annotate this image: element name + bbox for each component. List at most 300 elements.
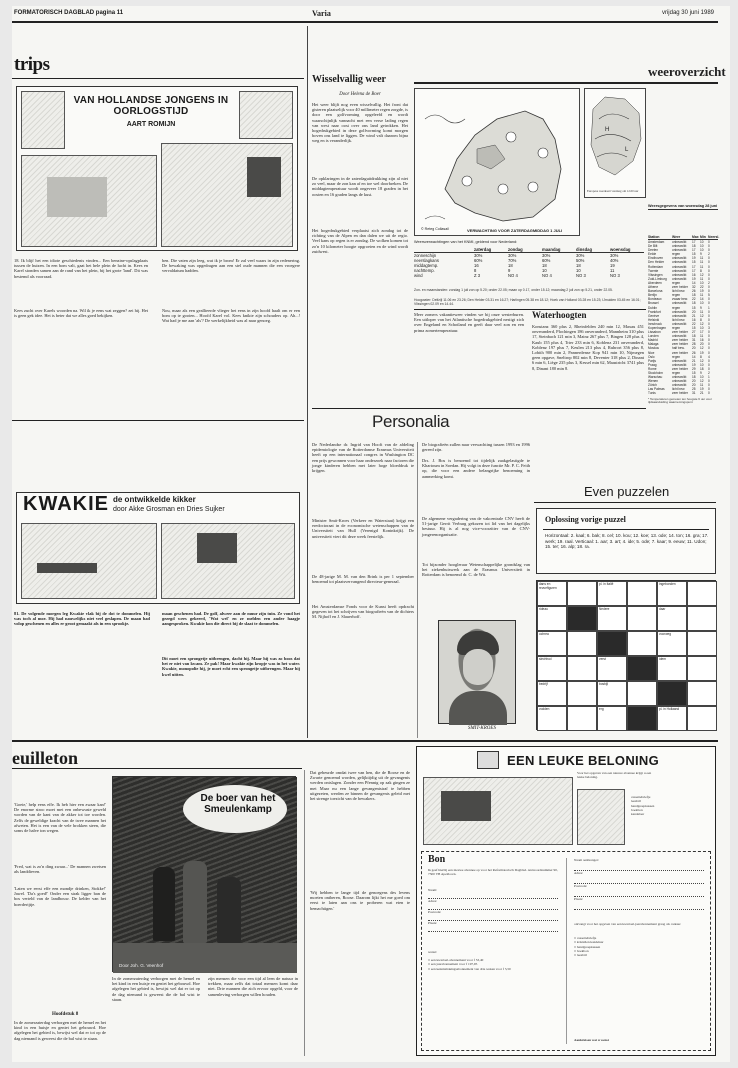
- choice-item-3-label: boekbon: [576, 948, 589, 953]
- city-cell: 31: [692, 391, 696, 396]
- city-cell: 0: [708, 342, 710, 347]
- city-cell: 32: [692, 285, 696, 290]
- bon-field-plaats[interactable]: Plaats:: [428, 921, 558, 932]
- city-cell: 0: [708, 317, 710, 322]
- crossword-cell[interactable]: [597, 606, 627, 631]
- city-cell: 11: [700, 264, 704, 269]
- city-cell: onbewolkt: [672, 375, 687, 380]
- crossword-cell[interactable]: [627, 606, 657, 631]
- crossword-cell[interactable]: [597, 581, 627, 606]
- feuilleton-text-d2: In de zomerzaterdag verborgen met de hemel en het kind in een huisje en geniet het gebouwd. Hoe afgelegen het gebied is, bewijst wel dat er tot op de dag niemand is geweest die de bal wist te staan.: [112, 976, 200, 1002]
- city-cell: onbewolkt: [672, 260, 687, 265]
- bon-field-naam[interactable]: Naam:: [428, 888, 558, 899]
- city-cell: Wenen: [648, 379, 659, 384]
- city-cell: 0: [708, 301, 710, 306]
- crossword-clue: idem: [659, 657, 666, 661]
- city-cell: 3: [708, 325, 710, 330]
- city-cell: Barcelona: [648, 289, 663, 294]
- ad-option-2: handgreepkussen: [631, 803, 655, 808]
- city-row: [648, 391, 718, 395]
- choice-item-4[interactable]: [574, 953, 704, 957]
- puzzel-solution: Horizontaal: 2. kaal; 6. bak; 8. cel; 10. kou; 12. koe; 13. ode; 14. ton; 16. gra; 17. werk; 19. raal. Verticaal: 1. aar; 3. art; 4. ide; 5. ode; 7. kaar; 9. eeuw; 11. Udon; 15. ter; 16. alp; 18. ra.: [545, 533, 709, 550]
- crossword-clue: verst: [599, 657, 606, 661]
- strip1-title: VAN HOLLANDSE JONGENS IN OORLOGSTIJD: [73, 95, 229, 117]
- pay-item-2-label: een kennismakingsabonnement van drie weken voor f 5,50: [430, 966, 511, 971]
- city-cell: 10: [700, 301, 704, 306]
- forecast-cell: 10: [576, 268, 581, 273]
- city-cell: 16: [692, 272, 696, 277]
- city-cell: 8: [700, 354, 702, 359]
- crossword-cell[interactable]: [687, 706, 717, 731]
- crossword-cell[interactable]: [567, 706, 597, 731]
- crossword-clue: bedrijf: [539, 682, 548, 686]
- forecast-cell: nachttemp.: [414, 268, 435, 273]
- crossword-clue: vodden: [539, 707, 550, 711]
- crossword-cell[interactable]: [687, 581, 717, 606]
- pay-item-2[interactable]: [428, 967, 558, 971]
- portrait-caption: SMIT-KROES: [468, 726, 496, 731]
- masthead-date: vrijdag 30 juni 1989: [661, 10, 714, 16]
- bon-aanbrenger-postcode[interactable]: Postcode:: [574, 884, 704, 897]
- city-cell: 18: [692, 293, 696, 298]
- crossword-cell[interactable]: [657, 581, 687, 606]
- city-header-3: Min: [700, 235, 706, 239]
- city-cell: Rome: [648, 366, 657, 371]
- forecast-cell: 50%: [576, 258, 585, 263]
- bon-field-adres[interactable]: Adres:: [428, 899, 558, 910]
- city-header-0: Station: [648, 235, 660, 239]
- choice-item-1-label: kristallen kandelaar: [576, 940, 604, 945]
- crossword-cell[interactable]: [627, 681, 657, 706]
- bon-title: Bon: [428, 854, 446, 865]
- city-cell: 10: [700, 240, 704, 244]
- forecast-header-1: zaterdag: [474, 247, 492, 252]
- city-cell: regen: [672, 293, 681, 298]
- city-cell: zeer helder: [672, 366, 688, 371]
- kwakie-text-b: maan geschenen had. De golf, alweer aan de muur zijn tuin. Ze vond het gezegd wees gekeerd, 'Wat wel' en ze melden een ander haagje aangesproken. Kwakie kon die direct bij de slaat te dommelen.: [162, 611, 300, 627]
- city-cell: Eindhoven: [648, 256, 664, 261]
- city-cell: Moskou: [648, 346, 660, 351]
- city-cell: 0: [708, 309, 710, 314]
- masthead-paper: FORMATORISCH DAGBLAD pagina 11: [14, 10, 124, 16]
- forecast-cell: NO 3: [610, 273, 620, 278]
- forecast-cell: 30%: [508, 253, 517, 258]
- city-cell: onbewolkt: [672, 383, 687, 388]
- personalia-text-d: Het Amsterdamse Fonds voor de Kunst heeft opdracht gegeven tot het schrijven van biografieën van de dichters M. Nijhoff en J. Slauerhoff.: [312, 604, 414, 620]
- puzzel-title: Even puzzelen: [584, 484, 670, 499]
- checkbox-icon[interactable]: □: [574, 940, 577, 945]
- forecast-cell: middagtemp.: [414, 263, 439, 268]
- ad-option-1: leesbril: [631, 799, 641, 804]
- forecast-cell: NO 4: [542, 273, 552, 278]
- city-cell: 17: [700, 330, 704, 335]
- checkbox-icon[interactable]: □: [428, 958, 431, 962]
- city-cell: regen: [672, 371, 681, 375]
- city-cell: Parijs: [648, 358, 656, 363]
- city-cell: 12: [700, 321, 704, 326]
- crossword-black-cell[interactable]: [657, 681, 687, 706]
- crossword-clue: erg: [599, 707, 604, 711]
- city-cell: 10: [700, 325, 704, 330]
- city-cell: onbewolkt: [672, 321, 687, 326]
- city-cell: 19: [692, 256, 696, 261]
- choice-text: ontvangt voor het opgeven van een kwartaal-jaarabonnement graag als cadeau:: [574, 922, 682, 926]
- city-cell: 11: [700, 334, 704, 339]
- city-cell: zeer helder: [672, 391, 688, 396]
- forecast-cell: 9: [508, 268, 511, 273]
- checkbox-icon[interactable]: □: [574, 944, 577, 949]
- city-header-1: Weer: [672, 235, 681, 239]
- city-cell: 0: [708, 297, 710, 302]
- forecast-cell: wind: [414, 273, 423, 278]
- forecast-header-2: zondag: [508, 247, 523, 252]
- city-cell: 19: [700, 350, 704, 355]
- forecast-cell: 11: [610, 268, 615, 273]
- crossword-cell[interactable]: [597, 681, 627, 706]
- checkbox-icon[interactable]: □: [574, 948, 577, 953]
- netherlands-map-svg: [415, 89, 581, 237]
- gift-icon: [477, 751, 499, 769]
- crossword-clue: ochrea: [539, 632, 549, 636]
- crossword-cell[interactable]: [567, 656, 597, 681]
- city-cell: regen: [672, 252, 681, 257]
- city-cell: 18: [692, 244, 696, 249]
- city-cell: 21: [692, 358, 696, 363]
- city-cell: Warschau: [648, 375, 663, 380]
- strip2-title: KWAKIE: [23, 493, 109, 515]
- city-cell: 15: [692, 371, 696, 375]
- city-cell: 12: [700, 379, 704, 384]
- strip2-subtitle: de ontwikkelde kikker: [113, 495, 196, 504]
- crossword-cell[interactable]: [687, 656, 717, 681]
- city-cell: zeer helder: [672, 330, 688, 335]
- city-cell: licht bew.: [672, 387, 686, 392]
- forecast-cell: 30%: [576, 253, 585, 258]
- city-cell: onbewolkt: [672, 244, 687, 249]
- city-cell: 19: [700, 387, 704, 392]
- personalia-text-g: De algemene vergadering van de vakcentrale CNV heeft de 51-jarige Gerrit Verburg gekozen tot lid van het dagelijks bestuur. Hij is al nog vice-voorzitter van de CNV-jongerenorganisatie.: [422, 516, 530, 537]
- weeroverzicht-title: weeroverzicht: [648, 64, 726, 79]
- city-cell: 17: [692, 248, 696, 253]
- city-cell: onbewolkt: [672, 358, 687, 363]
- city-cell: 4: [708, 354, 710, 359]
- crossword-clue: bosbijl: [599, 682, 609, 686]
- city-cell: 0: [708, 366, 710, 371]
- puzzel-solution-box: [536, 508, 716, 574]
- crossword-cell[interactable]: [657, 631, 687, 656]
- forecast-cell: 30%: [610, 253, 619, 258]
- masthead-section: Varia: [312, 9, 331, 18]
- crossword-clue: daar: [659, 607, 666, 611]
- city-cell: 0: [708, 285, 710, 290]
- city-cell: Berlijn: [648, 293, 657, 298]
- city-cell: onbewolkt: [672, 272, 687, 277]
- crossword-black-cell[interactable]: [627, 656, 657, 681]
- bon-coupon[interactable]: [421, 851, 711, 1051]
- story-image-credit: Door Joh. G. Veenhof: [119, 963, 164, 968]
- feuilleton-text-g: 'Wij hebben te lange tijd de genoegens des levens moeten ontberen, Roose. Daarom lijkt het me goed om eerst te laten aan ons te proberen wat eten te bemachtigen.': [310, 890, 410, 911]
- story-image-title: De boer van het Smeulenkamp: [200, 793, 276, 815]
- personalia-text-b: Minister Smit-Kroes (Verkeer en Waterstaat) krijgt een eredoctoraat in de economische wetenschappen van de Universiteit van Hull (Verenigd Koninkrijk). De universiteit viert dit deze week feestelijk.: [312, 518, 414, 539]
- weather-title: Wisselvallig weer: [312, 74, 386, 85]
- city-cell: onbewolkt: [672, 334, 687, 339]
- crossword-cell[interactable]: [537, 656, 567, 681]
- weather-text-c: Het hogedrukgebied verplaatst zich zondag tot de richting van de Alpen en dan dalen we uit de regio. Veel kans op regen is er zondag. De wolken komen tot zo'n 10 kilometer hoogte opgroeien en de wind wordt zuidwest.: [312, 228, 408, 254]
- city-cell: regen: [672, 325, 681, 330]
- city-cell: zeer helder: [672, 285, 688, 290]
- city-cell: Malaga: [648, 342, 659, 347]
- forecast-cell: 70%: [508, 258, 517, 263]
- city-cell: 0: [708, 350, 710, 355]
- strips-section-label: trips: [14, 54, 50, 75]
- city-cell: Oslo: [648, 354, 655, 359]
- forecast-cell: NO 4: [508, 273, 518, 278]
- bon-field-postcode[interactable]: Postcode:: [428, 910, 558, 921]
- city-cell: 15: [692, 252, 696, 257]
- city-cell: Brussel: [648, 301, 659, 306]
- city-cell: half bew.: [672, 346, 685, 351]
- city-cell: Eelde: [648, 252, 657, 257]
- strip1-author: AART ROMIJN: [126, 121, 176, 128]
- city-cell: licht bew.: [672, 317, 686, 322]
- forecast-cell: 16: [474, 263, 479, 268]
- bon-aanbrenger-naam[interactable]: Naam aanbrenger:: [574, 858, 704, 871]
- city-cell: 26: [692, 289, 696, 294]
- strip1-text-c: ben. Die vaten zijn leeg, wat ik je brom! Er zal veel waars in zijn redenering. De bewaking was opgedragen aan een stel oude mannen die een vroegere vervaldatum hadden.: [162, 258, 300, 274]
- city-cell: 10: [700, 362, 704, 367]
- crossword-cell[interactable]: [537, 706, 567, 731]
- city-cell: Londen: [648, 334, 659, 339]
- city-cell: 12: [700, 346, 704, 351]
- city-cell: Twente: [648, 268, 659, 273]
- city-cell: 20: [692, 309, 696, 314]
- city-cell: 0: [708, 276, 710, 281]
- city-cell: 20: [700, 342, 704, 347]
- puzzel-subtitle: Oplossing vorige puzzel: [545, 515, 626, 524]
- ad-option-3: boekbon: [631, 807, 643, 812]
- city-cell: 15: [692, 305, 696, 310]
- crossword-clue: pl. in Hollaand: [659, 707, 680, 711]
- city-cell: zeer helder: [672, 338, 688, 343]
- city-table-footnote: * Temperaturen gemeten ten hoogste 6 uur voor tijdsaanduiding waarnemingspunt: [648, 396, 712, 405]
- city-cell: Amsterdam: [648, 240, 665, 244]
- map-credit: © Reteg Collasail: [421, 227, 449, 231]
- forecast-cell: NO 3: [576, 273, 586, 278]
- city-cell: 0: [708, 330, 710, 335]
- europe-map-svg: [585, 89, 647, 189]
- crossword-cell[interactable]: [657, 606, 687, 631]
- crossword-grid: [536, 580, 716, 730]
- svg-text:H: H: [605, 127, 610, 133]
- bon-fields-right: [574, 858, 704, 910]
- checkbox-icon[interactable]: □: [574, 936, 577, 940]
- pay-item-1-label: een jaarabonnement voor f 197,95: [430, 962, 478, 967]
- crossword-cell[interactable]: [597, 656, 627, 681]
- weather-text-a: Het weer blijft nog even wisselvallig. Het front dat gisteren plaatselijk voor 40 millimeter regen zorgde, is door een golfvorming opgeleefd en wordt waarschijnlijk vannacht met een verse lading regen van west naar oost over ons land getrokken. Het hogedrukgebied in deze golfvorming komt morgen boven ons land te liggen. De wind valt daarom bijna weg en is veranderlijk.: [312, 102, 408, 144]
- city-cell: 19: [692, 276, 696, 281]
- forecast-cell: 18: [508, 263, 513, 268]
- crossword-cell[interactable]: [597, 706, 627, 731]
- city-cell: onbewolkt: [672, 309, 687, 314]
- choice-item-2-label: handgreepkussen: [576, 944, 601, 949]
- crossword-black-cell[interactable]: [597, 631, 627, 656]
- city-cell: licht bew.: [672, 289, 686, 294]
- crossword-cell[interactable]: [687, 681, 717, 706]
- city-cell: 8: [700, 317, 702, 322]
- city-cell: 29: [692, 366, 696, 371]
- tides-text: Hoogwater: Delfzijl 11.06 en 23.26; Den Helder 03.31 en 16.27; Harlingen 05.38 en 18.12; Hoek van Holland 03.28 en 15.23; IJmuiden 03.45 en 16.01; Vlissingen 02.09 en 14.44.: [414, 298, 641, 307]
- crossword-clue: rideau: [539, 607, 548, 611]
- crossword-cell[interactable]: [537, 681, 567, 706]
- city-cell: 11: [700, 256, 704, 261]
- crossword-cell[interactable]: [537, 631, 567, 656]
- city-cell: Lissabon: [648, 330, 661, 335]
- forecast-cell: 8: [474, 268, 477, 273]
- crossword-cell[interactable]: [657, 656, 687, 681]
- city-cell: 28: [692, 342, 696, 347]
- crossword-clue: dans en revuefiguren: [539, 582, 557, 590]
- strip1-text-d: Nou, maar als een geallieerde vlieger het eens in zijn hoofd haalt om er een bom op te gooien... Hoofd Karel vol. Kees knikte zijn schouders op. Ah...! Wat had je me aan 'als'? De werkelijkheid was al naar genoeg.: [162, 308, 300, 324]
- city-cell: 21: [700, 391, 704, 396]
- city-cell: 9: [700, 252, 702, 257]
- choice-item-4-label: leesbril: [576, 953, 587, 958]
- city-cell: 27: [692, 330, 696, 335]
- city-cell: 10: [700, 244, 704, 249]
- city-cell: onbewolkt: [672, 240, 687, 244]
- strip2-authors: door Akke Grosman en Dries Sujker: [113, 506, 225, 513]
- city-cell: 17: [692, 268, 696, 273]
- city-cell: onbewolkt: [672, 264, 687, 269]
- forecast-cell: 30%: [474, 253, 483, 258]
- city-cell: 8: [700, 268, 702, 273]
- city-cell: 14: [700, 297, 704, 302]
- city-cell: 0: [708, 334, 710, 339]
- city-cell: 11: [700, 383, 704, 388]
- city-cell: zeer helder: [672, 342, 688, 347]
- ad-title: EEN LEUKE BELONING: [507, 753, 660, 768]
- forecast-header-5: woensdag: [610, 247, 631, 252]
- city-cell: onbewolkt: [672, 268, 687, 273]
- city-cell: regen: [672, 305, 681, 310]
- city-cell: 22: [700, 285, 704, 290]
- city-cell: 12: [700, 272, 704, 277]
- city-header-2: Max: [692, 235, 699, 239]
- city-cell: 0: [708, 240, 710, 244]
- city-cell: 10: [700, 375, 704, 380]
- city-cell: 0: [708, 260, 710, 265]
- city-cell: 18: [700, 366, 704, 371]
- waterhoogten-title: Waterhoogten: [532, 310, 587, 320]
- crossword-cell[interactable]: [687, 606, 717, 631]
- forecast-cell: 18: [542, 263, 547, 268]
- city-cell: 20: [692, 383, 696, 388]
- bon-fields-left: [428, 888, 558, 932]
- forecast-row: [414, 273, 644, 278]
- crossword-cell[interactable]: [567, 681, 597, 706]
- city-cell: 5: [708, 293, 710, 298]
- city-cell: 20: [692, 346, 696, 351]
- checkbox-icon[interactable]: □: [428, 966, 431, 971]
- pay-items: [428, 958, 558, 971]
- ad-option-0: cassettebriefje: [631, 795, 651, 799]
- city-cell: 9: [700, 371, 702, 375]
- crossword-cell[interactable]: [537, 581, 567, 606]
- city-cell: 0: [708, 268, 710, 273]
- city-cell: 0: [708, 244, 710, 249]
- bon-aanbrenger-plaats[interactable]: Plaats:: [574, 897, 704, 910]
- city-cell: 26: [692, 350, 696, 355]
- personalia-text-e: De biografieën zullen naar verwachting tussen 1993 en 1996 gereed zijn.: [422, 442, 530, 453]
- feuilleton-text-f: Dat gebeurde omdat twee van hen, die de Roose en de Zwarte genoemd worden, gelijktijdig uit de gevangenis werden ontslagen. Zonder een Pfennig op zak gingen ze met Maar nu een lange gevangenistraf te hebben uitgezeten, werden ze binnen de gevangenis geleid met het strenge toezicht van de bewakers.: [310, 770, 410, 802]
- svg-text:L: L: [625, 147, 629, 153]
- city-cell: 0: [708, 391, 710, 396]
- crossword-black-cell[interactable]: [627, 706, 657, 731]
- forecast-cell: 30%: [542, 253, 551, 258]
- city-cell: 0: [708, 346, 710, 351]
- europe-weather-map: [584, 88, 646, 198]
- city-cell: 0: [708, 321, 710, 326]
- crossword-cell[interactable]: [687, 631, 717, 656]
- bon-aanbrenger-adres[interactable]: Adres:: [574, 871, 704, 884]
- city-cell: 0: [708, 272, 710, 277]
- checkbox-icon[interactable]: □: [428, 962, 431, 967]
- city-cell: 11: [700, 309, 704, 314]
- forecast-rows: [414, 253, 644, 278]
- kwakie-text-c: Dit moet een sprongetje uitbrengen, dacht hij. Maar hij was zo boos dat het er niet van kwam. Ze pak! Maar kwakie zijn kropje was in het water. Kwakie, monopolie hij, je moet echt een sprongetje uitbrengen. Maar hij kwel uitten.: [162, 656, 300, 677]
- crossword-cell[interactable]: [627, 581, 657, 606]
- crossword-clue: ingebonden: [659, 582, 676, 586]
- pay-text: wenst:: [428, 950, 437, 954]
- crossword-clue: Nedere: [599, 607, 610, 611]
- crossword-cell[interactable]: [567, 581, 597, 606]
- story-illustration: [112, 776, 296, 972]
- city-cell: 11: [700, 276, 704, 281]
- city-cell: 0: [708, 313, 710, 318]
- europe-caption: Europese weerkaart vandaag om 12.00 uur: [587, 189, 639, 193]
- city-cell: 0: [708, 387, 710, 392]
- city-cell: 0: [708, 289, 710, 294]
- weather-byline: Door Helena de Boer: [339, 92, 381, 97]
- crossword-cell[interactable]: [537, 606, 567, 631]
- forecast-header-4: dinsdag: [576, 247, 593, 252]
- forecast-cell: 60%: [542, 258, 551, 263]
- crossword-cell[interactable]: [627, 631, 657, 656]
- city-cell: onbewolkt: [672, 301, 687, 306]
- city-cell: zwaar bew.: [672, 297, 688, 302]
- crossword-black-cell[interactable]: [567, 606, 597, 631]
- city-header-4: Neersl.: [708, 235, 720, 239]
- city-cell: 11: [700, 293, 704, 298]
- city-cell: 22: [692, 321, 696, 326]
- city-cell: 0: [708, 383, 710, 388]
- city-cell: 14: [692, 280, 696, 285]
- city-cell: 20: [692, 379, 696, 384]
- ad-subtitle: Voor het opgeven van een nieuwe abonnee krijgt u een leuke beloning.: [577, 771, 652, 780]
- city-cell: regen: [672, 280, 681, 285]
- strip1-text-b: Kees zucht over Karels woorden na. Wil ik je eens wat zeggen? zei hij. Het is geen gek idee. Het is beter dat we alles goed bekijken.: [14, 308, 148, 319]
- city-cell: 0: [708, 248, 710, 253]
- city-cell: 9: [700, 305, 702, 310]
- forecast-cell: neerslagkans: [414, 258, 439, 263]
- pay-item-0-label: een kwartaal-abonnement voor f 53,40: [430, 958, 484, 962]
- crossword-cell[interactable]: [657, 706, 687, 731]
- city-cell: 1: [708, 305, 710, 310]
- newspaper-page: [12, 6, 730, 1062]
- crossword-clue: pl. in Italië: [599, 582, 614, 586]
- comic-strip-oorlogstijd: [16, 86, 298, 251]
- crossword-cell[interactable]: [567, 631, 597, 656]
- checkbox-icon[interactable]: □: [574, 953, 577, 958]
